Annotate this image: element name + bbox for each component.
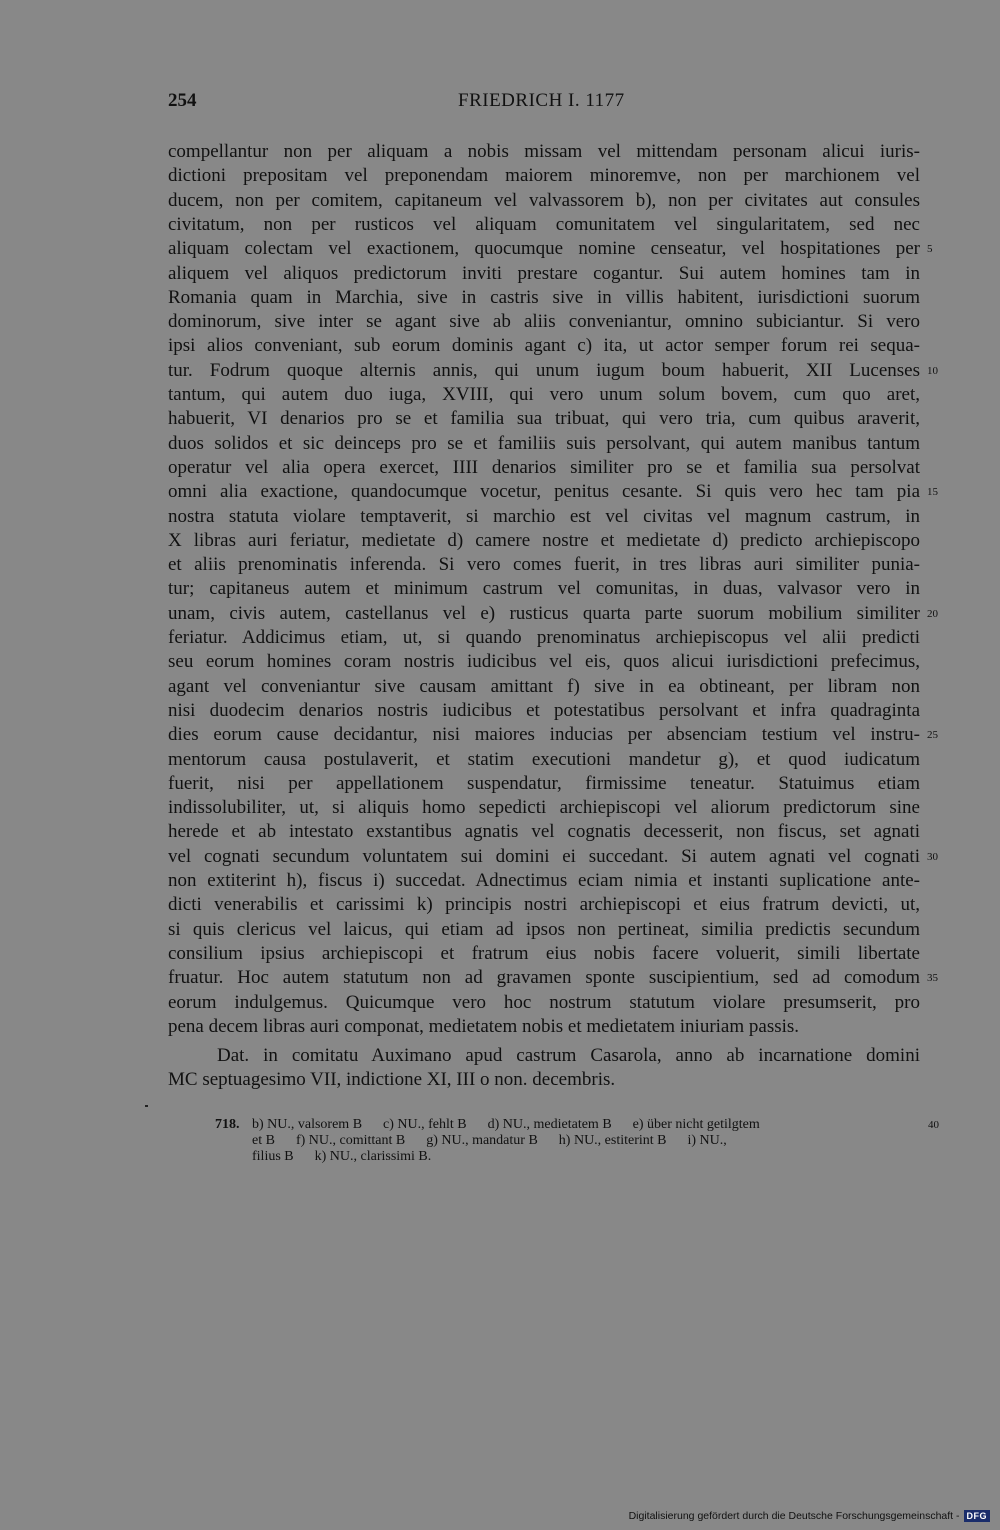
dating-clause bbox=[168, 1044, 920, 1092]
footnote-line bbox=[215, 1117, 920, 1133]
text-line: agant vel conveniantur sive causam amittant f) sive in ea obtineant, per libram non bbox=[168, 675, 920, 697]
page-number: 254 bbox=[168, 90, 197, 111]
text-line: nostra statuta violare temptaverit, si marchio est vel civitas vel magnum castrum, in bbox=[168, 505, 920, 527]
footnote-line bbox=[215, 1133, 920, 1149]
text-line: herede et ab intestato exstantibus agnatis vel cognatis decesserit, non fiscus, set agnati bbox=[168, 821, 920, 843]
line-number: 20 bbox=[927, 607, 938, 620]
text-line: fruatur. Hoc autem statutum non ad gravamen sponte suscipientium, sed ad comodum bbox=[168, 967, 920, 989]
line-number: 10 bbox=[927, 364, 938, 377]
line-number: 35 bbox=[927, 972, 938, 985]
margin-mark bbox=[145, 1105, 148, 1107]
text-line: tur. Fodrum quoque alternis annis, qui unum iugum boum habuerit, XII Lucenses bbox=[168, 359, 920, 381]
text-line: seu eorum homines coram nostris iudicibus vel eis, quos alicui iurisdictioni prefecimus, bbox=[168, 651, 920, 673]
footnote-line bbox=[215, 1149, 920, 1165]
text-line: pena decem libras auri componat, medietatem nobis et medietatem iniuriam passis. bbox=[168, 1015, 800, 1037]
text-line: omni alia exactione, quandocumque vocetur, penitus cesante. Si quis vero hec tam pia bbox=[168, 481, 920, 503]
text-line: civitatum, non per rusticos vel aliquam comunitatem vel singularitatem, sed nec bbox=[168, 213, 920, 235]
funding-footer bbox=[629, 1510, 990, 1522]
text-line: X libras auri feriatur, medietate d) camere nostre et medietate d) predicto archiepiscopo bbox=[168, 529, 920, 551]
text-line: ipsi alios conveniant, sub eorum dominis agant c) ita, ut actor semper forum rei sequa- bbox=[168, 335, 920, 357]
text-line: duos solidos et sic deinceps pro se et familiis suis persolvant, qui autem manibus tantum bbox=[168, 432, 920, 454]
text-line: dies eorum cause decidantur, nisi maiores inducias per absenciam testium vel instru- bbox=[168, 724, 920, 746]
text-line: si quis clericus vel laicus, qui etiam ad ipsos non pertineat, similia predictis secundum bbox=[168, 918, 920, 940]
footnote-text: b) NU., valsorem B c) NU., fehlt B d) NU., medietatem B e) über nicht getilgtem bbox=[252, 1117, 760, 1132]
footnote-label: 718. bbox=[215, 1117, 240, 1132]
page-header bbox=[168, 90, 918, 116]
dating-line: MC septuagesimo VII, indictione XI, III o non. decembris. bbox=[168, 1069, 616, 1090]
line-number: 30 bbox=[927, 850, 938, 863]
text-line: operatur vel alia opera exercet, IIII denarios similiter pro se et familia sua persolvat bbox=[168, 456, 920, 478]
footnote-text: et B f) NU., comittant B g) NU., mandatur B h) NU., estiterint B i) NU., bbox=[252, 1133, 727, 1148]
line-number: 15 bbox=[927, 486, 938, 499]
funding-text: Digitalisierung gefördert durch die Deutsche Forschungsgemeinschaft - bbox=[628, 1510, 960, 1522]
text-line: Romania quam in Marchia, sive in castris sive in villis habitent, iurisdictioni suorum bbox=[168, 286, 920, 308]
text-line: tantum, qui autem duo iuga, XVIII, qui vero unum solum bovem, cum quo aret, bbox=[168, 384, 920, 405]
footnote-apparatus bbox=[215, 1117, 920, 1165]
text-line: non extiterint h), fiscus i) succedat. Adnectimus eciam nimia et instanti suplicatione ante- bbox=[168, 870, 920, 891]
running-head: FRIEDRICH I. 1177 bbox=[458, 90, 625, 111]
line-number: 5 bbox=[927, 243, 933, 256]
text-line: consilium ipsius archiepiscopi et fratrum eius nobis facere voluerit, simili libertate bbox=[168, 942, 920, 964]
text-line: tur; capitaneus autem et minimum castrum vel comunitas, in duas, valvasor vero in bbox=[168, 578, 920, 600]
line-number: 25 bbox=[927, 729, 938, 742]
text-line: compellantur non per aliquam a nobis missam vel mittendam personam alicui iuris- bbox=[168, 141, 920, 162]
text-line: mentorum causa postulaverit, et statim executioni mandetur g), et quod iudicatum bbox=[168, 748, 920, 770]
text-line: habuerit, VI denarios pro se et familia sua tribuat, qui vero tria, cum quibus araverit, bbox=[168, 408, 920, 430]
text-line: eorum indulgemus. Quicumque vero hoc nostrum statutum violare presumserit, pro bbox=[168, 991, 920, 1013]
dfg-logo: DFG bbox=[964, 1510, 991, 1522]
text-line: indissolubiliter, ut, si aliquis homo sepedicti archiepiscopi vel aliorum predictorum sine bbox=[168, 797, 920, 819]
text-line: fuerit, nisi per appellationem suspendatur, firmissime teneatur. Statuimus etiam bbox=[168, 772, 920, 794]
text-line: ducem, non per comitem, capitaneum vel valvassorem b), non per civitates aut consules bbox=[168, 189, 920, 211]
text-line: nisi duodecim denarios nostris iudicibus et potestatibus persolvant et infra quadraginta bbox=[168, 699, 920, 721]
text-line: dominorum, sive inter se agant sive ab aliis conveniantur, omnino subiciantur. Si vero bbox=[168, 311, 920, 333]
line-number: 40 bbox=[928, 1119, 939, 1131]
text-line: aliquem vel aliquos predictorum inviti prestare cogantur. Sui autem homines tam in bbox=[168, 262, 920, 284]
dating-line: Dat. in comitatu Auximano apud castrum Casarola, anno ab incarnatione domini bbox=[217, 1045, 920, 1066]
text-line: unam, civis autem, castellanus vel e) rusticus quarta parte suorum mobilium similiter bbox=[168, 602, 920, 624]
text-line: dicti venerabilis et carissimi k) principis nostri archiepiscopi et eius fratrum devicti, ut, bbox=[168, 894, 920, 916]
text-line: aliquam colectam vel exactionem, quocumque nomine censeatur, vel hospitationes per bbox=[168, 238, 920, 260]
text-line: feriatur. Addicimus etiam, ut, si quando prenominatus archiepiscopus vel alii predicti bbox=[168, 627, 920, 648]
text-line: dictioni prepositam vel preponendam maiorem minoremve, non per marchionem vel bbox=[168, 165, 920, 187]
footnote-text: filius B k) NU., clarissimi B. bbox=[252, 1149, 432, 1164]
text-line: vel cognati secundum voluntatem sui domini ei succedant. Si autem agnati vel cognati bbox=[168, 845, 920, 867]
text-line: et aliis prenominatis inferenda. Si vero comes fuerit, in tres libras auri similiter punia- bbox=[168, 554, 920, 576]
